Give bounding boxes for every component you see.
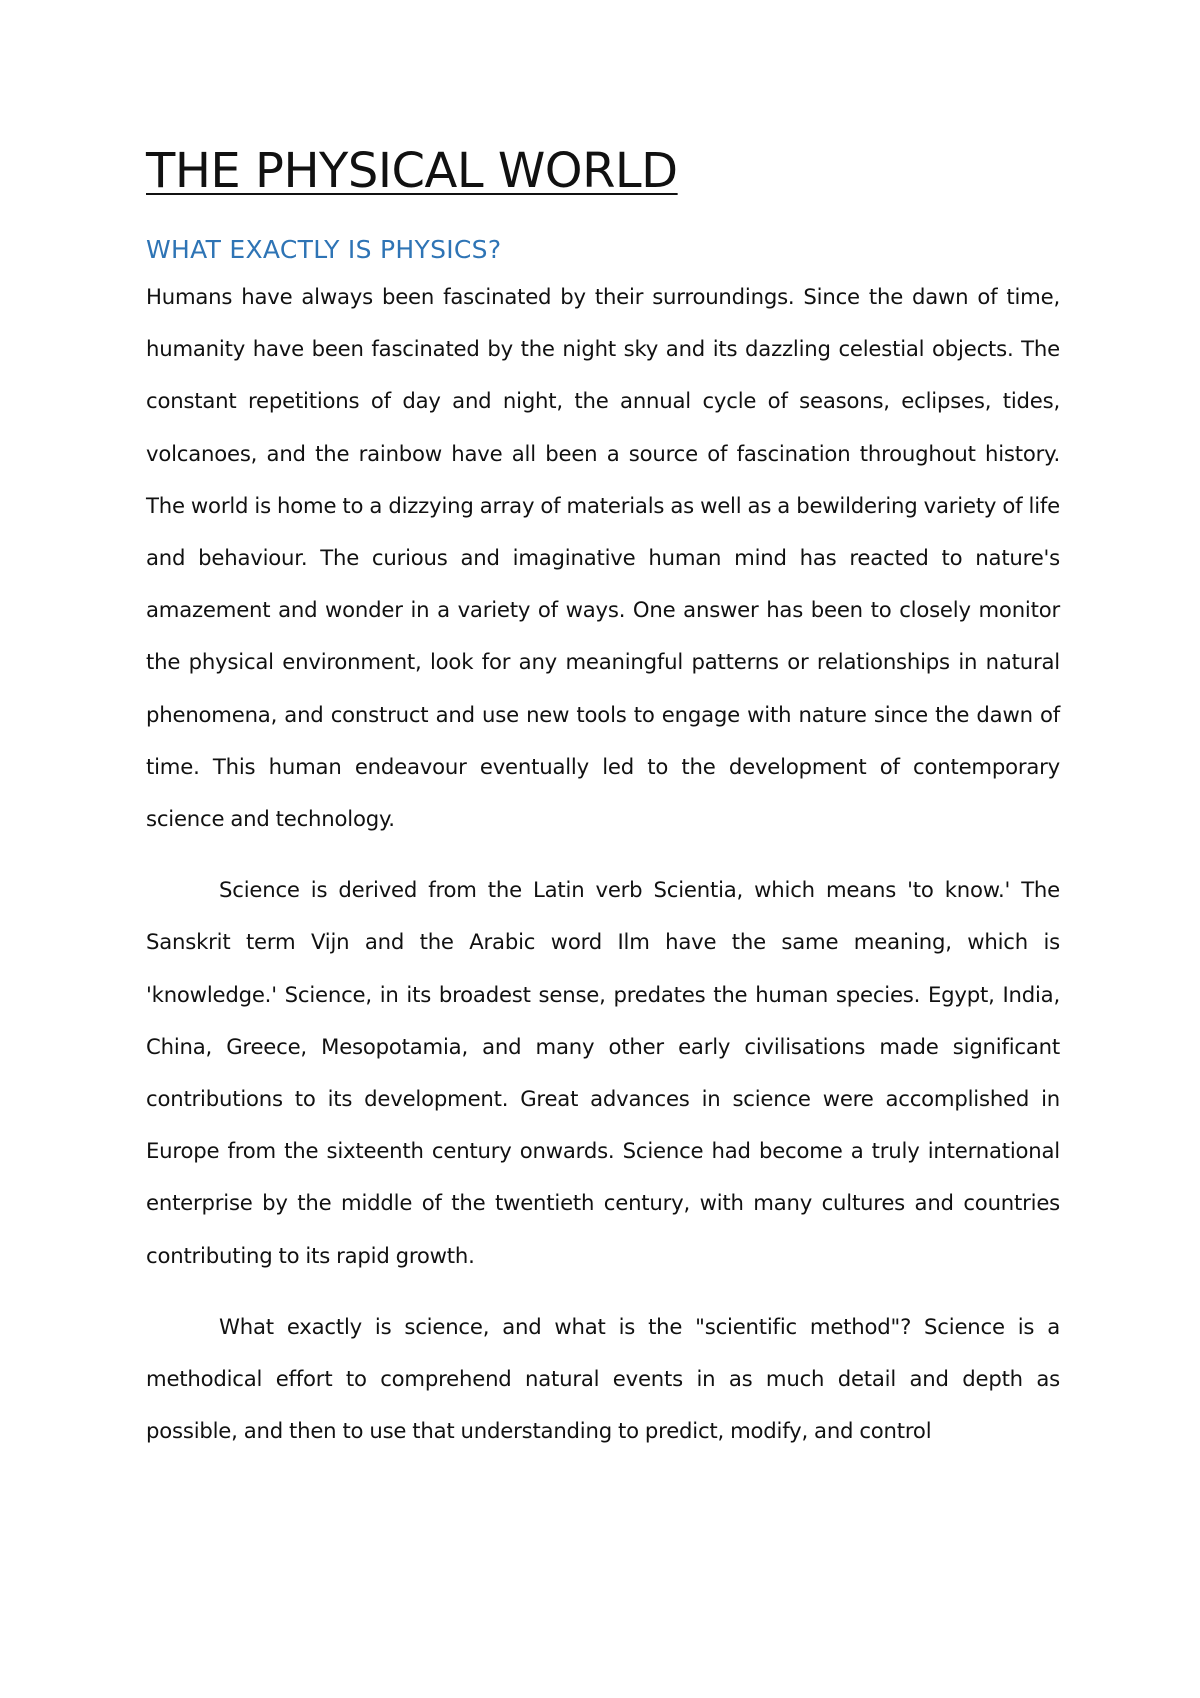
section-heading: WHAT EXACTLY IS PHYSICS?: [146, 235, 502, 264]
paragraph-3: What exactly is science, and what is the "scientific method"? Science is a methodical effort to comprehend natural events in as much detail and depth as possible, and then to use that understanding to predict, modify, and control: [146, 1313, 1060, 1444]
document-page: [146, 140, 1060, 1457]
paragraph-2: Science is derived from the Latin verb Scientia, which means 'to know.' The Sanskrit term Vijn and the Arabic word Ilm have the same meaning, which is 'knowledge.' Science, in its broadest sense, predates the human species. Egypt, India, China, Greece, Mesopotamia, and many other early civilisations made significant contributions to its development. Great advances in science were accomplished in Europe from the sixteenth century onwards. Science had become a truly international enterprise by the middle of the twentieth century, with many cultures and countries contributing to its rapid growth.: [146, 877, 1060, 1268]
paragraph-1: Humans have always been fascinated by their surroundings. Since the dawn of time, humanity have been fascinated by the night sky and its dazzling celestial objects. The constant repetitions of day and night, the annual cycle of seasons, eclipses, tides, volcanoes, and the rainbow have all been a source of fascination throughout history. The world is home to a dizzying array of materials as well as a bewildering variety of life and behaviour. The curious and imaginative human mind has reacted to nature's amazement and wonder in a variety of ways. One answer has been to closely monitor the physical environment, look for any meaningful patterns or relationships in natural phenomena, and construct and use new tools to engage with nature since the dawn of time. This human endeavour eventually led to the development of contemporary science and technology.: [146, 284, 1060, 832]
document-title: THE PHYSICAL WORLD: [146, 143, 678, 199]
